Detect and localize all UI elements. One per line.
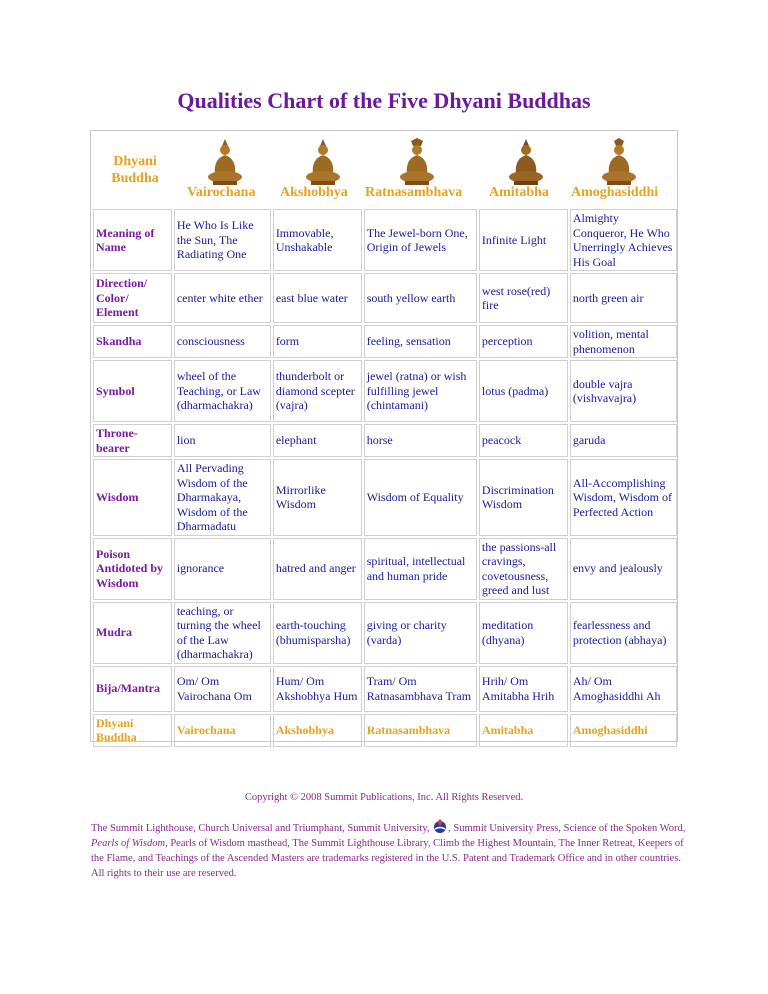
table-cell: wheel of the Teaching, or Law (dharmachakra) [174,360,271,422]
chart-header [91,131,677,206]
row-label: Symbol [93,360,172,422]
table-cell: fearlessness and protection (abhaya) [570,602,677,664]
table-cell: spiritual, intellectual and human pride [364,538,477,600]
header-buddha-akshobhya: Akshobhya [280,185,348,200]
table-cell: thunderbolt or diamond scepter (vajra) [273,360,362,422]
qualities-table [91,207,679,749]
page-title: Qualities Chart of the Five Dhyani Buddhas [177,88,591,113]
amitabha-statue-icon [506,137,546,185]
table-cell: Hum/ Om Akshobhya Hum [273,666,362,712]
table-cell: lotus (padma) [479,360,568,422]
table-cell: Akshobhya [273,714,362,747]
table-cell: giving or charity (varda) [364,602,477,664]
table-cell: ignorance [174,538,271,600]
table-row-throne-bearer [93,424,677,457]
table-cell: The Jewel-born One, Origin of Jewels [364,209,477,271]
table-cell: form [273,325,362,358]
table-cell: earth-touching (bhumisparsha) [273,602,362,664]
qualities-chart [90,130,678,742]
vairochana-statue-icon [205,137,245,185]
row-label: Throne-bearer [93,424,172,457]
table-cell: Ratnasambhava [364,714,477,747]
table-cell: south yellow earth [364,273,477,323]
table-cell: perception [479,325,568,358]
table-cell: jewel (ratna) or wish fulfilling jewel (chintamani) [364,360,477,422]
table-cell: Amitabha [479,714,568,747]
table-cell: elephant [273,424,362,457]
table-cell: west rose(red) fire [479,273,568,323]
table-cell: garuda [570,424,677,457]
table-row-mantra [93,666,677,712]
table-cell: All Pervading Wisdom of the Dharmakaya, Wisdom of the Dharmadatu [174,459,271,536]
table-row-dhyani-buddha [93,714,677,747]
table-cell: horse [364,424,477,457]
table-cell: center white ether [174,273,271,323]
header-buddha-vairochana: Vairochana [187,185,256,200]
table-row-poison [93,538,677,600]
table-cell: Vairochana [174,714,271,747]
table-cell: the passions-all cravings, covetousness, greed and lust [479,538,568,600]
table-cell: hatred and anger [273,538,362,600]
table-cell: Hrih/ Om Amitabha Hrih [479,666,568,712]
row-label: Meaning of Name [93,209,172,271]
row-label: Bija/Mantra [93,666,172,712]
header-buddha-ratnasambhava: Ratnasambhava [365,185,463,200]
table-cell: feeling, sensation [364,325,477,358]
table-cell: Amoghasiddhi [570,714,677,747]
amoghasiddhi-statue-icon [599,137,639,185]
table-cell: double vajra (vishvavajra) [570,360,677,422]
table-cell: Immovable, Unshakable [273,209,362,271]
row-label: Dhyani Buddha [93,714,172,747]
header-buddha-amoghasiddhi: Amoghasiddhi [571,185,659,200]
table-cell: Om/ Om Vairochana Om [174,666,271,712]
table-row-meaning [93,209,677,271]
table-cell: He Who Is Like the Sun, The Radiating One [174,209,271,271]
row-label: Wisdom [93,459,172,536]
row-label: Mudra [93,602,172,664]
table-row-symbol [93,360,677,422]
table-cell: meditation (dhyana) [479,602,568,664]
table-row-wisdom [93,459,677,536]
copyright-notice: Copyright © 2008 Summit Publications, Inc. All Rights Reserved. [244,792,524,803]
table-cell: Tram/ Om Ratnasambhava Tram [364,666,477,712]
row-label: Direction/ Color/ Element [93,273,172,323]
table-cell: consciousness [174,325,271,358]
header-label: Dhyani Buddha [111,154,159,186]
table-cell: Discrimination Wisdom [479,459,568,536]
ratnasambhava-statue-icon [397,137,437,185]
table-cell: Ah/ Om Amoghasiddhi Ah [570,666,677,712]
header-buddha-amitabha: Amitabha [489,185,549,200]
table-cell: volition, mental phenomenon [570,325,677,358]
table-cell: Wisdom of Equality [364,459,477,536]
row-label: Skandha [93,325,172,358]
row-label: Poison Antidoted by Wisdom [93,538,172,600]
table-cell: envy and jealously [570,538,677,600]
table-cell: Infinite Light [479,209,568,271]
table-row-direction [93,273,677,323]
table-cell: All-Accomplishing Wisdom, Wisdom of Perfected Action [570,459,677,536]
summit-logo-icon [432,818,448,834]
table-cell: north green air [570,273,677,323]
trademark-notice: The Summit Lighthouse, Church Universal and Triumphant, Summit University, , Summit University Press, Science of the Spoken Word, Pearls of Wisdom, Pearls of Wisdom masthead, The Summit Lighthouse Library, Climb the Highest Mountain, The Inner Retreat, Keepers of the Flame, and Teachings of the Ascended Masters are trademarks registered in the U.S. Patent and Trademark Office and in other countries. All rights to their use are reserved. [91,818,691,881]
table-row-mudra [93,602,677,664]
table-cell: peacock [479,424,568,457]
table-cell: east blue water [273,273,362,323]
akshobhya-statue-icon [303,137,343,185]
table-cell: teaching, or turning the wheel of the Law (dharmachakra) [174,602,271,664]
table-row-skandha [93,325,677,358]
table-cell: lion [174,424,271,457]
table-cell: Mirrorlike Wisdom [273,459,362,536]
table-cell: Almighty Conqueror, He Who Unerringly Achieves His Goal [570,209,677,271]
